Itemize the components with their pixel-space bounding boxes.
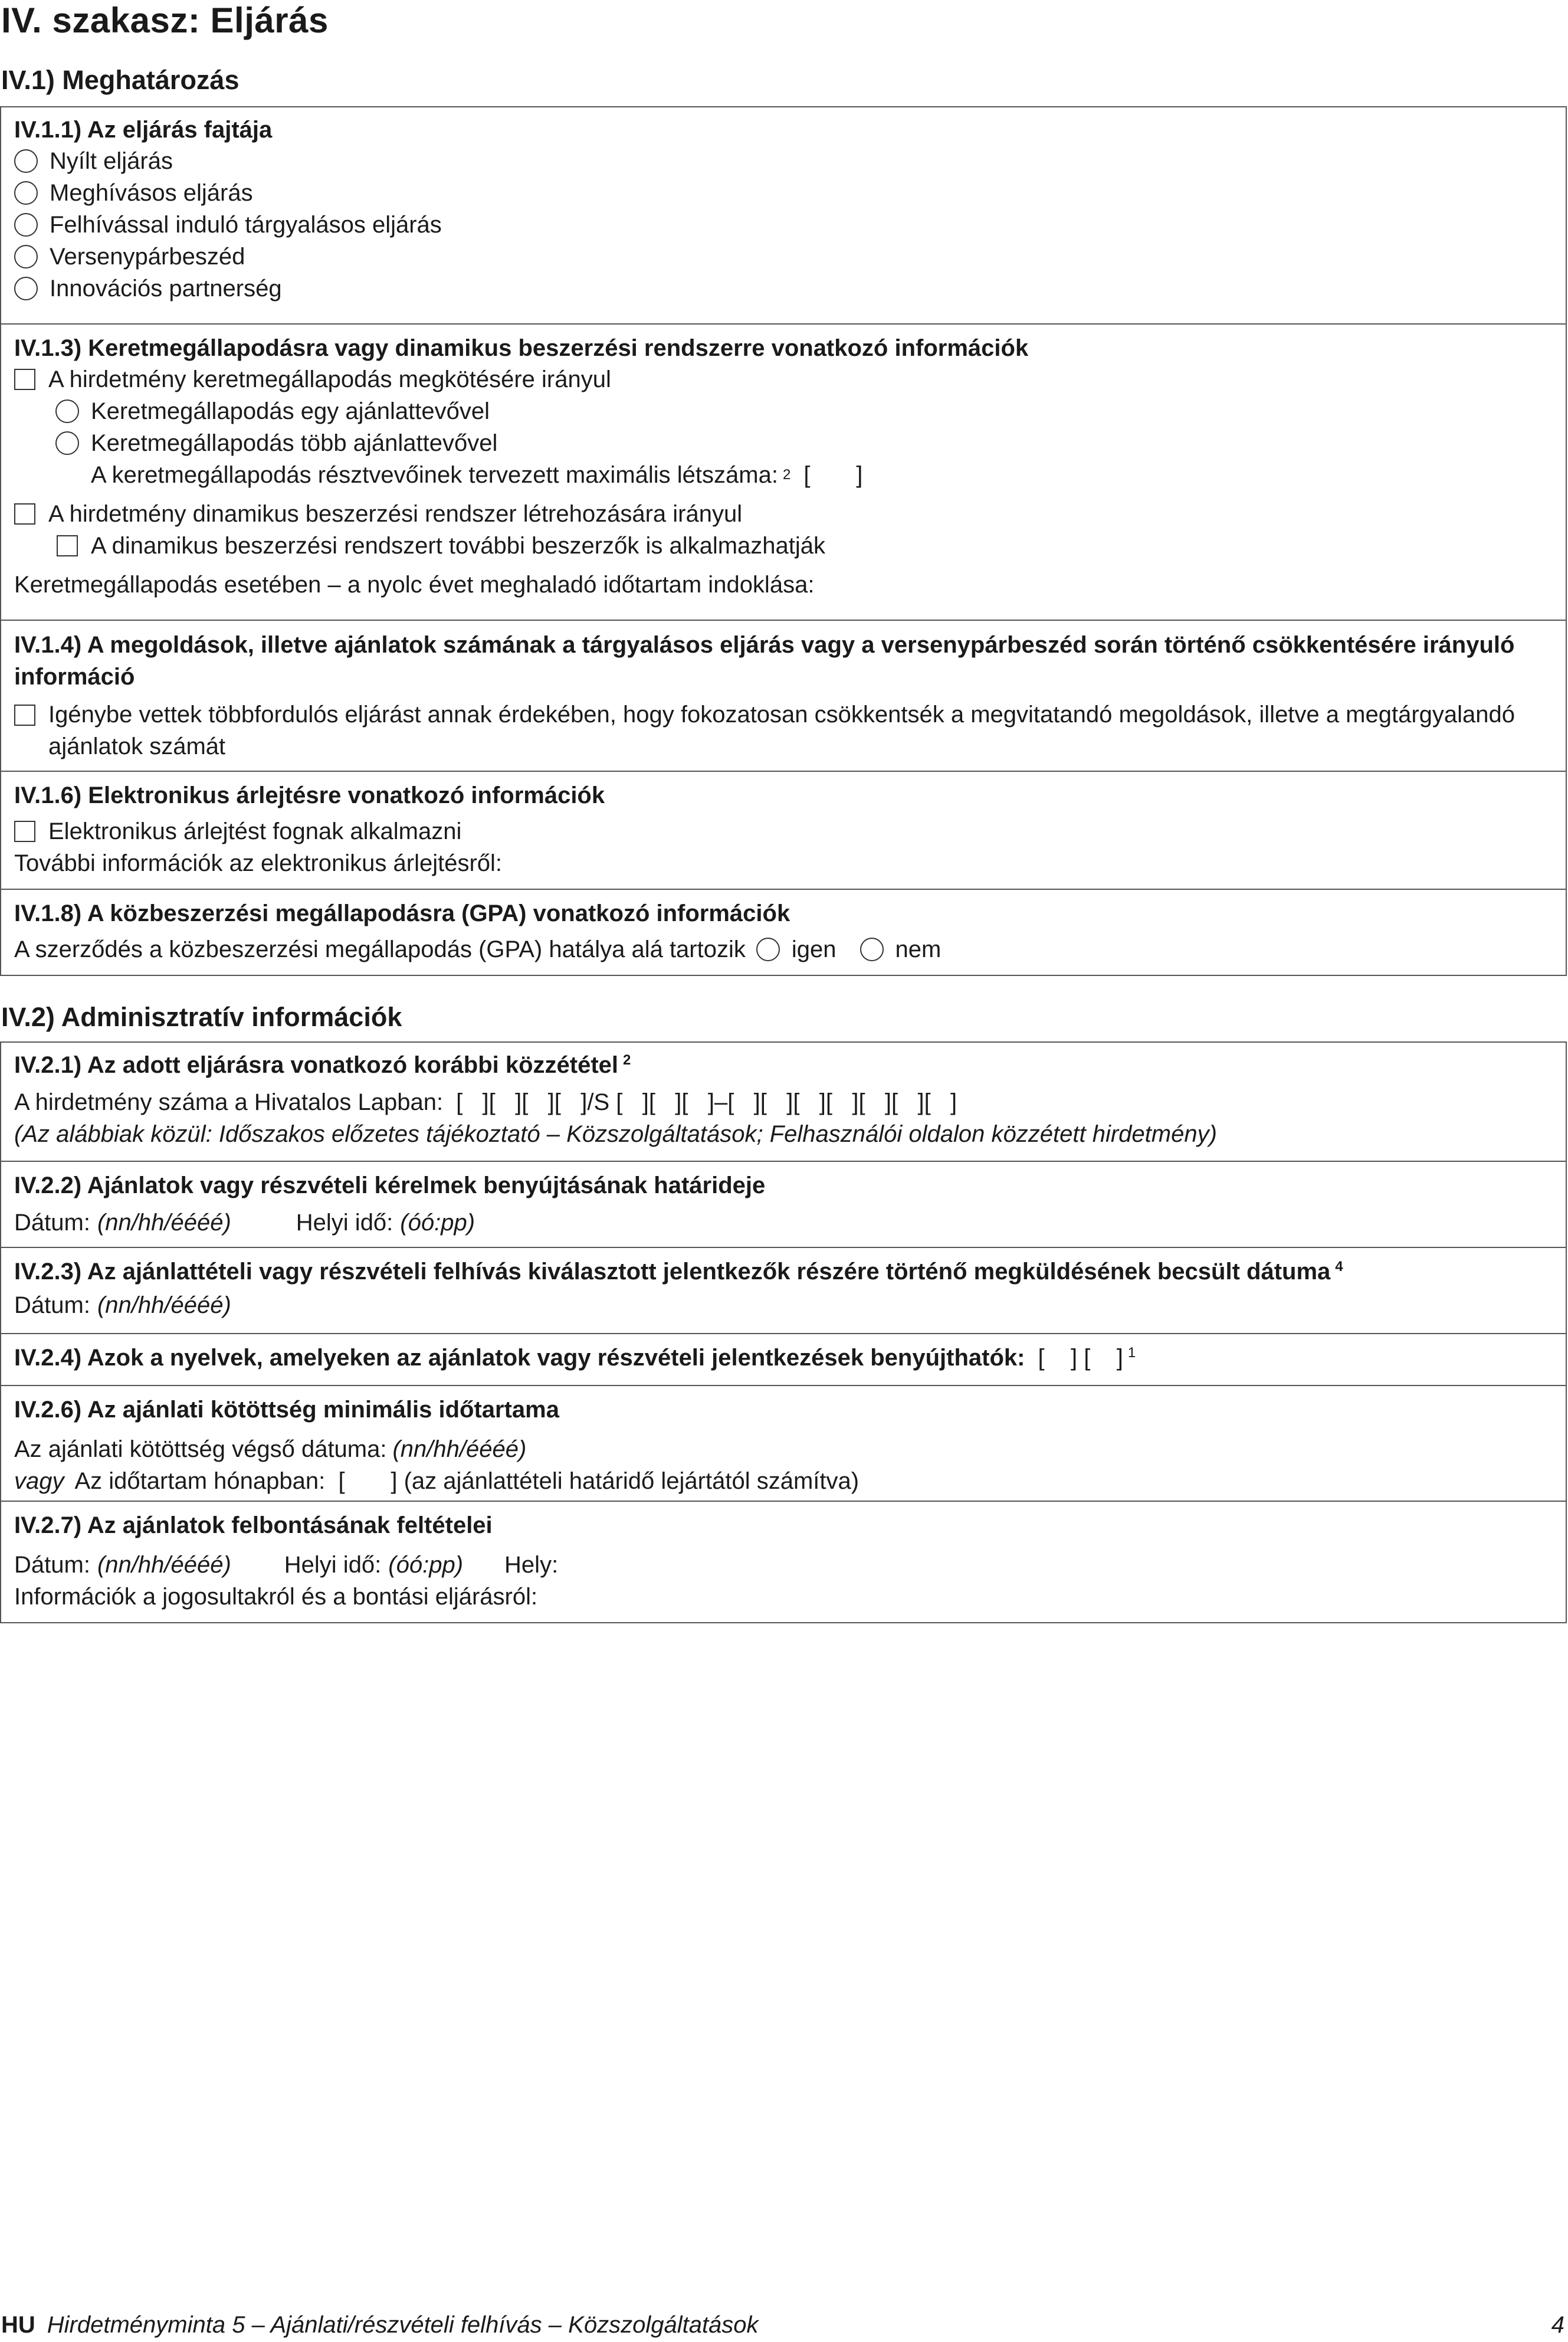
- section-iv-2-4-title: IV.2.4) Azok a nyelvek, amelyeken az ajánlatok vagy részvételi jelentkezések benyújthatók: [ ] [ ] $^1$: [14, 1344, 1136, 1371]
- section-iv-2-7-title: IV.2.7) Az ajánlatok felbontásának feltételei: [14, 1512, 493, 1538]
- gpa-row: A szerződés a közbeszerzési megállapodás (GPA) hatálya alá tartozik igen nem: [14, 936, 942, 962]
- radio-icon[interactable]: [55, 431, 79, 455]
- section-iv-2-6: [1, 1386, 1566, 1502]
- dispatch-date-field[interactable]: (nn/hh/éééé): [97, 1292, 231, 1318]
- validity-months-field[interactable]: Az időtartam hónapban: [ ] (az ajánlattételi határidő lejártától számítva): [74, 1468, 860, 1494]
- opening-place-label: Hely:: [504, 1552, 559, 1578]
- gpa-yes-radio[interactable]: [756, 938, 780, 961]
- max-participants-field[interactable]: [ ]: [803, 462, 863, 488]
- section-iv-1-8-title: IV.1.8) A közbeszerzési megállapodásra (GPA) vonatkozó információk: [14, 900, 790, 926]
- section-iv-2-6-title: IV.2.6) Az ajánlati kötöttség minimális időtartama: [14, 1397, 559, 1423]
- validity-date-field[interactable]: (nn/hh/éééé): [392, 1436, 527, 1462]
- section-iv-2-1-title: IV.2.1) Az adott eljárásra vonatkozó korábbi közzététel $^2$: [14, 1052, 631, 1078]
- radio-icon[interactable]: [14, 181, 38, 205]
- deadline-date-field[interactable]: (nn/hh/éééé): [97, 1210, 231, 1236]
- section-iv-1-4: [1, 621, 1566, 772]
- page-title: IV. szakasz: Eljárás: [1, 1, 329, 40]
- procedure-option[interactable]: Felhívással induló tárgyalásos eljárás: [14, 209, 1553, 241]
- opening-info: Információk a jogosultakról és a bontási eljárásról:: [14, 1584, 538, 1610]
- opening-time-field[interactable]: (óó:pp): [388, 1552, 464, 1578]
- opening-row: Dátum: (nn/hh/éééé) Helyi idő: (óó:pp) Hely:: [14, 1549, 1553, 1581]
- section-iv-1-3: [1, 325, 1566, 621]
- framework-single-radio[interactable]: Keretmegállapodás egy ajánlattevővel: [14, 395, 1553, 427]
- section-iv2-heading: IV.2) Adminisztratív információk: [1, 1002, 402, 1032]
- section-iv1-heading: IV.1) Meghatározás: [1, 65, 240, 95]
- framework-multiple-radio[interactable]: Keretmegállapodás több ajánlattevővel: [14, 427, 1553, 459]
- checkbox-icon[interactable]: [14, 369, 35, 390]
- procedure-option[interactable]: Meghívásos eljárás: [14, 177, 1553, 209]
- opening-date-field[interactable]: (nn/hh/éééé): [97, 1552, 231, 1578]
- section-iv-1-6-title: IV.1.6) Elektronikus árlejtésre vonatkozó információk: [14, 782, 605, 808]
- radio-icon[interactable]: [14, 213, 38, 237]
- checkbox-icon[interactable]: [14, 705, 35, 726]
- footer-title: Hirdetményminta 5 – Ajánlati/részvételi felhívás – Közszolgáltatások: [47, 2312, 759, 2338]
- section-iv2-box: [0, 1041, 1567, 1623]
- checkbox-icon[interactable]: [57, 535, 78, 556]
- e-auction-checkbox[interactable]: Elektronikus árlejtést fognak alkalmazni: [14, 815, 1553, 847]
- deadline-time-field[interactable]: (óó:pp): [400, 1210, 475, 1236]
- languages-field[interactable]: [ ] [ ]: [1038, 1345, 1123, 1371]
- dps-checkbox[interactable]: A hirdetmény dinamikus beszerzési rendszer létrehozására irányul: [14, 498, 1553, 530]
- section-iv-2-3-title: IV.2.3) Az ajánlattételi vagy részvételi felhívás kiválasztott jelentkezők részére történő megküldésének becsült dátuma $^4$: [14, 1258, 1343, 1285]
- procedure-option[interactable]: Innovációs partnerség: [14, 273, 1553, 304]
- dps-additional-buyers-checkbox[interactable]: A dinamikus beszerzési rendszert további beszerzők is alkalmazhatják: [14, 530, 1553, 562]
- deadline-row: Dátum: (nn/hh/éééé) Helyi idő: (óó:pp): [14, 1207, 1553, 1239]
- radio-icon[interactable]: [55, 399, 79, 423]
- framework-justification: Keretmegállapodás esetében – a nyolc évet meghaladó időtartam indoklása:: [14, 572, 815, 598]
- section-iv-2-1: [1, 1043, 1566, 1162]
- section-iv-1-1: [1, 107, 1566, 325]
- section-iv-1-8: [1, 890, 1566, 975]
- checkbox-icon[interactable]: [14, 503, 35, 525]
- section-iv1-box: [0, 106, 1567, 976]
- procedure-option[interactable]: Nyílt eljárás: [14, 145, 1553, 177]
- radio-icon[interactable]: [14, 277, 38, 300]
- section-iv-1-4-title: IV.1.4) A megoldások, illetve ajánlatok számának a tárgyalásos eljárás vagy a versenypárbeszéd során történő csökkentésére irányuló információ: [14, 632, 1515, 690]
- section-iv-2-4: [1, 1334, 1566, 1386]
- checkbox-icon[interactable]: [14, 821, 35, 842]
- oj-number-field[interactable]: [ ][ ][ ][ ]/S [ ][ ][ ]–[ ][ ][ ][ ][ ][ ][ ]: [456, 1089, 957, 1115]
- page-footer: [1, 2312, 1564, 2338]
- section-iv-1-1-title: IV.1.1) Az eljárás fajtája: [14, 117, 273, 143]
- oj-notice-number: A hirdetmény száma a Hivatalos Lapban: [ ][ ][ ][ ]/S [ ][ ][ ]–[ ][ ][ ][ ][ ][ ][ ]: [14, 1086, 1553, 1118]
- section-iv-1-3-title: IV.1.3) Keretmegállapodásra vagy dinamikus beszerzési rendszerre vonatkozó információk: [14, 335, 1029, 361]
- procedure-option[interactable]: Versenypárbeszéd: [14, 241, 1553, 273]
- section-iv-2-3: [1, 1248, 1566, 1334]
- oj-notice-note: (Az alábbiak közül: Időszakos előzetes tájékoztató – Közszolgáltatások; Felhasználói oldalon közzétett hirdetmény): [14, 1121, 1217, 1147]
- framework-agreement-checkbox[interactable]: A hirdetmény keretmegállapodás megkötésére irányul: [14, 363, 1553, 395]
- section-iv-1-6: [1, 772, 1566, 890]
- e-auction-info: További információk az elektronikus árlejtésről:: [14, 850, 503, 876]
- framework-max-participants: A keretmegállapodás résztvevőinek tervezett maximális létszáma: 2 [ ]: [14, 459, 1553, 491]
- validity-months-row: vagy Az időtartam hónapban: [ ] (az ajánlattételi határidő lejártától számítva): [14, 1465, 1553, 1497]
- gpa-no-radio[interactable]: [860, 938, 884, 961]
- section-iv-2-2: [1, 1162, 1566, 1248]
- section-iv-2-2-title: IV.2.2) Ajánlatok vagy részvételi kérelmek benyújtásának határideje: [14, 1172, 766, 1198]
- validity-date-row: Az ajánlati kötöttség végső dátuma: (nn/hh/éééé): [14, 1433, 1553, 1465]
- footer-language: HU: [1, 2312, 35, 2338]
- section-iv-2-7: [1, 1502, 1566, 1622]
- dispatch-date-row: Dátum: (nn/hh/éééé): [14, 1289, 1553, 1321]
- radio-icon[interactable]: [14, 149, 38, 173]
- page-number: 4: [1551, 2312, 1564, 2338]
- radio-icon[interactable]: [14, 245, 38, 268]
- multi-stage-checkbox[interactable]: Igénybe vettek többfordulós eljárást annak érdekében, hogy fokozatosan csökkentsék a megvitatandó megoldások, illetve a megtárgyalandó ajánlatok számát: [14, 699, 1553, 762]
